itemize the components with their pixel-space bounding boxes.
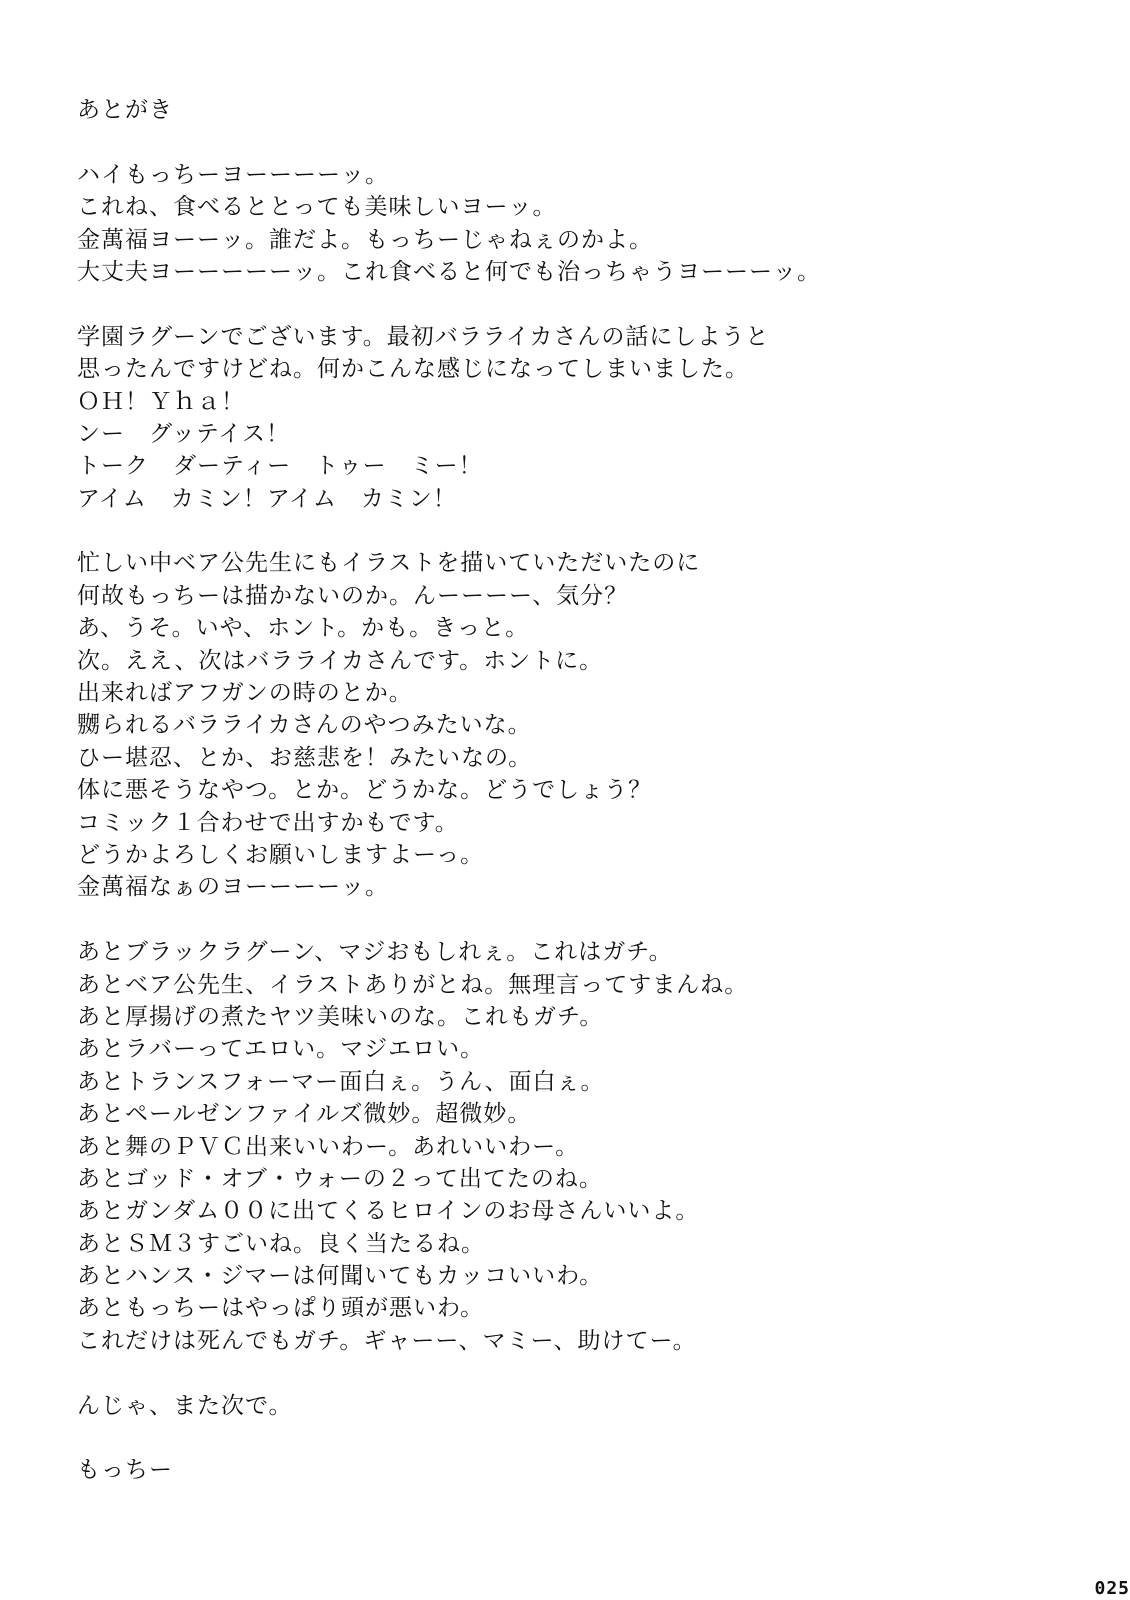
afterword-title: あとがき [77,97,173,123]
text-line: これね、食べるととっても美味しいヨーッ。 [77,194,557,221]
text-line: コミック１合わせで出すかもです。 [77,809,459,836]
text-line: あと舞のＰＶＣ出来いいわー。あれいいわー。 [77,1133,580,1160]
text-line: あとブラックラグーン、マジおもしれぇ。これはガチ。 [77,939,673,966]
text-line: どうかよろしくお願いしますよーっ。 [77,841,485,868]
text-line: ひー堪忍、とか、お慈悲を！みたいなの。 [77,744,533,771]
paragraph-gap [77,904,1077,936]
text-line: 金萬福ヨーーッ。誰だよ。もっちーじゃねぇのかよ。 [77,226,653,253]
paragraph-gap [77,515,1077,547]
text-line: 大丈夫ヨーーーーーッ。これ食べると何でも治っちゃうヨーーーッ。 [77,258,821,285]
afterword-text [77,94,1077,1487]
text-line: アイム カミン！アイム カミン！ [77,485,457,512]
paragraph-gap [77,126,1077,158]
text-line: あとガンダム００に出てくるヒロインのお母さんいいよ。 [77,1198,700,1225]
page-number: 025 [1094,1578,1130,1599]
paragraph-gap [77,288,1077,320]
text-line: 思ったんですけどね。何かこんな感じになってしまいました。 [77,356,749,383]
text-line: あ、うそ。いや、ホント。かも。きっと。 [77,615,530,642]
text-line: 学園ラグーンでございます。最初バラライカさんの話にしようと [77,323,770,350]
text-line: ＯＨ！Ｙｈａ！ [77,388,245,415]
text-line: あと厚揚げの煮たヤツ美味いのな。これもガチ。 [77,1003,604,1030]
text-line: あとベア公先生、イラストありがとね。無理言ってすまんね。 [77,971,749,998]
text-line: あとラバーってエロい。マジエロい。 [77,1036,485,1063]
text-line: あとゴッド・オブ・ウォーの２って出てたのね。 [77,1165,603,1192]
text-line: 出来ればアフガンの時のとか。 [77,680,413,707]
text-line: ハイもっちーヨーーーーッ。 [77,161,389,188]
text-line: 次。ええ、次はバラライカさんです。ホントに。 [77,647,604,674]
paragraph-gap [77,1422,1077,1454]
text-line: あとＳＭ３すごいね。良く当たるね。 [77,1230,485,1257]
paragraph-gap [77,1357,1077,1389]
text-line: あとハンス・ジマーは何聞いてもカッコいいわ。 [77,1263,604,1290]
text-line: んじゃ、また次で。 [77,1392,293,1419]
text-line: あとペールゼンファイルズ微妙。超微妙。 [77,1101,532,1128]
text-line: あとトランスフォーマー面白ぇ。うん、面白ぇ。 [77,1068,605,1095]
text-line: 嬲られるバラライカさんのやつみたいな。 [77,712,532,739]
text-line: 金萬福なぁのヨーーーーッ。 [77,874,389,901]
text-line: 体に悪そうなやつ。とか。どうかな。どうでしょう？ [77,777,653,804]
text-line: もっちー [77,1457,173,1484]
text-line: これだけは死んでもガチ。ギャーー、マミー、助けてー。 [77,1327,697,1354]
text-line: 何故もっちーは描かないのか。んーーーー、気分？ [77,582,629,609]
text-line: 忙しい中ベア公先生にもイラストを描いていただいたのに [77,550,701,577]
text-line: トーク ダーティー トゥー ミー！ [77,453,483,480]
text-line: あともっちーはやっぱり頭が悪いわ。 [77,1295,485,1322]
text-line: ンー グッテイス！ [77,420,291,447]
